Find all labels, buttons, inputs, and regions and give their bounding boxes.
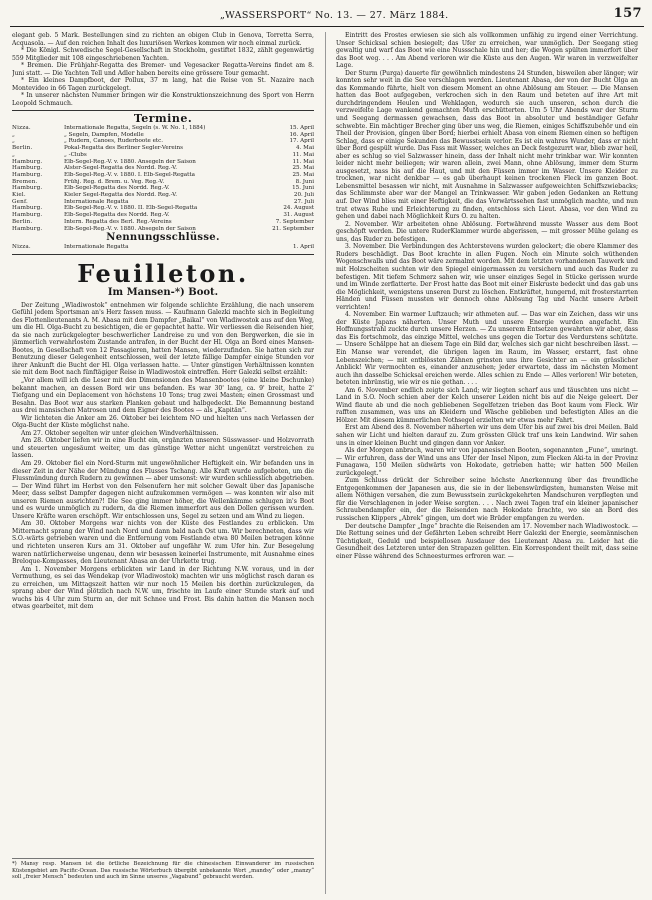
event-city: Kiel. xyxy=(12,192,26,199)
event-row xyxy=(12,179,314,186)
event-name: Internationale Regatta, Segeln (s. W. No. 1, 1884) xyxy=(64,125,206,132)
event-row xyxy=(12,219,314,226)
event-city: Hamburg. xyxy=(12,212,43,219)
event-date: 27. Juli xyxy=(293,198,314,205)
event-name: Internationale Regatta xyxy=(64,198,129,205)
event-name: Elb-Segel-Reg.-V. v. 1880. II. Elb-Segel-Regatta xyxy=(64,205,198,212)
event-city: Genf. xyxy=(12,198,29,205)
feuilleton-paragraph: Am 29. Oktober fiel ein Nord-Sturm mit ungewöhnlicher Heftigkeit ein. Wir befanden uns in dieser Zeit in der Nähe der Mündung des Flusses Tschang. Alle Kraft wurde aufgeboten, um die Flussmündung durch Rudern zu gewinnen — aber umsonst: wir wurden schliesslich abgetrieben. — Der Wind führt im Herbst von den Felsenufern her mit solcher Gewalt über das Japanische Meer, dass selbst Dampfer dagegen nicht aufzukommen vermögen — was konnten wir also mit unseren Riemen ausrichten?! Die See ging immer höher, die Wellenkämme schlugen in's Boot und es wurde unmöglich zu rudern, da die Riemen immerfort aus den Dollen gerissen wurden. Unsere Kräfte waren erschöpft. Wir entschlossen uns, Segel zu setzen und am Wind zu liegen. xyxy=(12,460,314,520)
column-divider xyxy=(325,32,326,894)
event-city: Hamburg. xyxy=(12,171,43,178)
news-item: elegant geb. 5 Mark. Bestellungen sind zu richten an obigen Club in Genova, Torretta Serra, Acquasola. — Auf den reichen Inhalt des luxuriösen Werkes kommen wir noch einmal zurück. xyxy=(12,32,314,47)
event-row xyxy=(12,192,314,199)
right-column xyxy=(336,32,638,894)
event-city: Hamburg. xyxy=(12,185,43,192)
event-row xyxy=(12,205,314,212)
event-name: Frühj. Reg. d. Brem. u. Veg. Reg.-V. xyxy=(64,178,165,185)
feuilleton-paragraph: Erst am Abend des 8. November näherten wir uns dem Ufer bis auf zwei bis drei Meilen. Bald sahen wir Licht und hielten darauf zu. Zum grössten Glück traf uns kein Landwind. Wir sahen uns in einer kleinen Bucht und gingen dann vor Anker. xyxy=(336,424,638,447)
termine-list xyxy=(12,125,314,232)
event-city: Bremen. xyxy=(12,178,38,185)
event-row xyxy=(12,185,314,192)
feuilleton-paragraph: Am 30. Oktober Morgens war nichts von der Küste des Festlandes zu erblicken. Um Mitternacht sprang der Wind nach Nord und dann bald nach Ost um. Wir berechneten, dass wir S.O.-wärts getrieben waren und die Entfernung vom Festlande etwa 80 Meilen betragen könne und richteten unseren Kurs am 31. Oktober auf ungefähr W. zum Ufer hin. Zur Besegelung waren natürlicherweise ungenau, denn wir besassen keinerlei Instrumente, mit Ausnahme eines Breloque-Kompasses, den Lieutenant Abasa an der Uhrkette trug. xyxy=(12,520,314,566)
event-date: 20. Juli xyxy=(293,192,314,199)
event-date: 1. April xyxy=(293,243,314,250)
event-city: Hamburg. xyxy=(12,165,43,172)
event-row xyxy=(12,125,314,132)
feuilleton-paragraph: „Vor allem will ich die Leser mit den Dimensionen des Mansenbootes (eine kleine Dschunke) bekannt machen, an dessen Bord wir uns befanden. Es war 30' lang, ca. 9' breit, hatte 2' Tiefgang und ein Deplacement von höchstens 10 Tons; trug zwei Masten; einen Grossmast und Besahn. Das Boot war aus starken Planken gebaut und halbgedeckt. Die Bemannung bestand aus drei mansischen Matrosen und dem Eigner des Bootes — als „Kapitän“. xyxy=(12,376,314,415)
event-date: 24. August xyxy=(283,205,314,212)
event-date: 8. Juni xyxy=(295,178,314,185)
event-city: Nizza. xyxy=(12,243,31,250)
event-date: 15. April xyxy=(289,125,314,132)
event-name: Elb-Segel-Reg.-V. v. 1880. I. Elb-Segel-Regatta xyxy=(64,171,195,178)
feuilleton-paragraph: Am 1. November Morgens erblickten wir Land in der Richtung N.W. voraus, und in der Vermuthung, es sei das Wendekap (vor Wladiwostok) machten wir uns möglichst rasch daran es zu erreichen, um Mittagszeit hatten wir nur noch 15 Meilen bis dorthin zurückzulegen, da sprang aber der Wind plötzlich nach N.W. um, frischte im Laufe einer Stunde stark auf und wuchs bis 4 Uhr zum Sturm an, der mit Schnee und Frost. Bis dahin hatten die Mansen noch etwas gearbeitet, mit dem xyxy=(12,565,314,611)
event-row xyxy=(12,212,314,219)
event-city: „ xyxy=(12,151,16,158)
event-name: Pokal-Regatta des Berliner Segler-Vereins xyxy=(64,145,183,152)
feuilleton-paragraph: Der Zeitung „Wladiwostok“ entnehmen wir folgende schlichte Erzählung, die nach unserem Gefühl jedem Sportsman an's Herz fassen muss. — Kaufmann Galezki machte sich in Begleitung des Flottenlieutenants A. M. Abasa mit dem Dampfer „Baikal“ von Wladiwostok aus auf den Weg, um die Hl. Olga-Bucht zu besichtigen, die er gepachtet hatte. Wir verliessen die Reisenden hier, da sie nach zurückgelegter beschwerlicher Landreise zu und von den Bergwerken, die sie in jämmerlich verwahrlostem Zustande antrafen, in der Bucht der Hl. Olga an Bord eines Mansen-Bootes, in Gesellschaft von 12 Passagieren, hatten Mansen, wiederzufinden. Sie hatten sich zur Benutzung dieser Gelegenheit entschlossen, weil der letzte fällige Dampfer einige Stunden vor ihrer Ankunft die Bucht der Hl. Olga verlassen hatte. — Unter günstigen Verhältnissen konnten sie mit dem Boot nach fünftägiger Reise in Wladiwostok eintreffen. Herr Galezki selbst erzählt: xyxy=(12,301,314,377)
news-item: * Die Königl. Schwedische Segel-Gesellschaft in Stockholm, gestiftet 1832, zählt gegenwärtig 559 Mitglieder mit 108 eingeschriebenen Yachten. xyxy=(12,47,314,62)
event-name: Internationale Regatta xyxy=(64,243,129,250)
feuilleton-text-left xyxy=(12,302,314,611)
event-city: Nizza. xyxy=(12,125,31,132)
event-name: „ Rudern, Canoes, Ruderboote etc. xyxy=(64,138,164,145)
feuilleton-paragraph: Am 6. November endlich zeigte sich Land; wir liegten scharf aus und täuschten uns nicht — Land in S.O. Noch schien aber der Kelch unserer Leiden nicht bis auf die Neige geleert. Der Wind flaute ab und die noch gebliebenen Segelfetzen trieben das Boot kaum vom Fleck. Wir rafften zusammen, was uns an Kleidern und Wäsche geblieben und befestigten Alles an die Hölzer. Mit diesem kümmerlichen Nothsegel erzielten wir etwas mehr Fahrt. xyxy=(336,386,638,424)
event-date: 11. Mai xyxy=(292,158,314,165)
event-city: Hamburg. xyxy=(12,205,43,212)
feuilleton-paragraph: Am 28. Oktober liefen wir in eine Bucht ein, ergänzten unseren Süsswasser- und Holzvorrath und steuerten ungesäumt weiter, um das günstige Wetter nicht ungenützt verstreichen zu lassen. xyxy=(12,437,314,460)
section-rule xyxy=(12,110,314,111)
event-row xyxy=(12,138,314,145)
footnote: *) Mansy resp. Mansen ist die örtliche Bezeichnung für die chinesischen Einwanderer im russischen Küstengebiet am Pacific-Ocean. Das russische Wörterbuch übergibt unbekannte Wort „mandsy“ oder „manzy“ soll „freier Mensch“ bedeuten und auch im Sinne unseres „Vagabund“ gebraucht werden. xyxy=(12,858,314,881)
feuilleton-paragraph: Am 27. Oktober segelten wir unter gleichen Windverhältnissen. xyxy=(21,429,219,437)
feuilleton-paragraph: Der Sturm (Purga) dauerte für gewöhnlich mindestens 24 Stunden, bisweilen aber länger; wir konnten sehr weit in die See verschlagen werden. Lieutenant Abasa, der von der Bucht Olga an das Kommando führte, hielt von diesem Moment an ohne Ablösung am Steuer. — Die Mansen hatten das Boot aufgegeben, verkrochen sich in den Raum und beteten auf ihre Art mit durchdringendem Heulen und Wehklagen, wodurch sie auch unseren, schon durch die verzweifelte Lage wankend gemachten Muth erschütterten. Um 5 Uhr Abends war der Sturm und Seegang dermassen gewachsen, dass das Boot in absoluter und beständiger Gefahr schwebte. Ein mächtiger Brecher ging über uns weg, die Riemen, einiges Schiffszubehör und ein Theil der Provision, gingen über Bord; hierbei erhielt Abasa von einem Riemen einen so heftigen Schlag, dass er einige Sekunden das Bewusstsein verlor. Es ist ein wahres Wunder, dass er nicht über Bord gespült wurde. Das Fass mit Wasser, welches an Deck festgezurrt war, blieb zwar heil, aber es schlug so viel Salzwasser hinein, dass der Inhalt nicht mehr trinkbar war. Wir konnten leider nicht mehr beiliegen; wir waren allein, zwei Mann, ohne Ablösung, immer dem Sturm ausgesetzt, nass bis auf die Haut, und mit den Füssen immer im Wasser. Unsere Kleider zu trocknen, war nicht denkbar — es gab überhaupt keinen trockenen Fleck im ganzen Boot. Lebensmittel besassen wir nicht, mit Ausnahme in Salzwasser aufgeweichten Schiffszwiebacks; das Schlimmste aber war der Mangel an Trinkwasser. Wir gaben jeden Gedanken an Rettung auf. Der Wind blies mit einer Heftigkeit, die das Vorwärtssehen fast unmöglich machte, und nun trat etwas Ruhe und Erleichterung zu finden, entschloss sich Lieut. Abasa, vor den Wind zu gehen und dabei nach Möglichkeit Kurs O. zu halten. xyxy=(336,69,638,221)
feuilleton-paragraph: Zum Schluss drückt der Schreiber seine höchste Anerkennung über das freundliche Entgegenkommen der Japanesen aus, die sie in der liebenswürdigsten, humansten Weise mit allem Nöthigen versahen, die zum Bewusstsein zurückgekehrten Mandschuren verpflegten und für die Verschlagenen in jeder Weise sorgten. . . . Nach zwei Tagen traf ein kleiner japanischer Schraubendampfer ein, der die Reisenden nach Hokodate brachte, wo sie an Bord des russischen Klippers „Abrek“ gingen, um dort wie Brüder empfangen zu werden. xyxy=(336,477,638,522)
event-city: „ xyxy=(12,131,16,138)
event-name: Elb-Segel-Regatta des Nordd. Reg.-V. xyxy=(64,185,170,192)
event-row xyxy=(12,165,314,172)
feuilleton-paragraph: Eintritt des Frostes erwiesen sie sich als vollkommen unfähig zu irgend einer Verrichtung. Unser Schicksal schien besiegelt; das Ufer zu erreichen, war unmöglich. Der Seegang stieg gewaltig und warf das Boot wie eine Nussschale hin und her; die Wogen spülten immerfort über das Boot weg. . . . Am Abend verloren wir die Küste aus den Augen. Wir waren in verzweifelter Lage. xyxy=(336,32,638,70)
event-name: „ -Clubs xyxy=(64,151,87,158)
event-city: Berlin. xyxy=(12,218,33,225)
event-row xyxy=(12,226,314,233)
event-row xyxy=(12,132,314,139)
event-date: 21. September xyxy=(272,225,314,232)
event-date: 11. Mai xyxy=(292,151,314,158)
news-item: * Bremen. Die Frühjahr-Regatta des Bremer- und Vegesacker Regatta-Vereins findet am 8. Juni statt. — Die Yachten Tell und Adler haben bereits eine grössere Tour gemacht. xyxy=(12,62,314,77)
feuilleton-paragraph: Der deutsche Dampfer „Inge“ brachte die Reisenden am 17. November nach Wladiwostock. — Die Rettung seines und der Gefährten Leben schreibt Herr Galezki der Energie, seemännischen Tüchtigkeit, Geduld und beispiellosen Ausdauer des Lieutenant Abasa zu. Leider hat die Gesundheit des Letzteren unter den Strapazen gelitten. Ein Korrespondent theilt mit, dass seine einer Füsse während des Schneesturmes erfroren war. — xyxy=(336,522,638,560)
feuilleton-paragraph: 4. November. Ein warmer Luftzauch; wir athmeten auf. — Das war ein Zeichen, dass wir uns der Küste Japans näherten. Unser Muth und unsere Energie wurden angefacht. Ein Hoffnungsstrahl zuckte durch unsere Herzen. — Zu unserem Entsetzen gewahrten wir aber, dass das Eis fortschmolz, das einzige Mittel, welches uns gegen die Tortur des Verdurstens schützte. — Unsere Schälppe hat an diesem Tage ein Bild dar, welches sich gar nicht beschreiben lässt. — Ein Manse war verendet, die übrigen lagen im Raum, im Wasser, erstarrt, fast ohne Lebenszeichen; — mit entblössten Zähnen grinsten uns ihre Gesichter an — ein grässlicher Anblick! Wir vermochten es, einander anzusehen; jeder erwartete, dass im nächsten Moment auch ihn dasselbe Schicksal ereichen werde. Alles schien zu Ende — Alles verloren! Wir beteten, beteten inbrünstig, wie wir es nie gethan. . . . xyxy=(336,311,638,387)
event-row xyxy=(12,145,314,152)
event-name: Elb-Segel-Reg.-V. v. 1880. Ansegeln der Saison xyxy=(64,158,196,165)
feuilleton-paragraph: Als der Morgen anbrach, waren wir von japanesischen Booten, sogenannten „Fune“, umringt. — Wir erfuhren, dass der Wind uns ans Ufer der Insel Nipon, zum Flecken Aki-ta in der Provinz Funagawa, 150 Meilen südwärts von Hokodate, getrieben hatte; wir hatten 500 Meilen zurückgelegt.“ xyxy=(336,447,638,477)
event-row xyxy=(12,244,314,251)
nennung-list xyxy=(12,244,314,251)
event-date: 17. April xyxy=(289,138,314,145)
event-name: Alster-Segel-Regatta des Nordd. Reg.-V. xyxy=(64,165,177,172)
event-city: Hamburg. xyxy=(12,225,43,232)
event-name: Intern. Regatta des Berl. Reg.-Vereins xyxy=(64,218,172,225)
event-city: Hamburg. xyxy=(12,158,43,165)
feuilleton-title: Feuilleton. xyxy=(77,258,249,288)
feuilleton-paragraph: Wir lichteten die Anker am 26. Oktober bei leichtem NO und hielten uns nach Verlassen der Olga-Bucht der Küste möglichst nahe. xyxy=(12,414,314,430)
event-name: „ Segeln, Dampfen, Modelle xyxy=(64,131,144,138)
event-city: Berlin. xyxy=(12,145,33,152)
event-name: Kieler Segel-Regatta des Nordd. Reg.-V. xyxy=(64,192,177,199)
event-row xyxy=(12,172,314,179)
left-column xyxy=(12,32,314,894)
page-header xyxy=(10,8,644,27)
publication-line: „WASSERSPORT“ No. 13. — 27. März 1884. xyxy=(220,10,449,21)
event-row xyxy=(12,199,314,206)
event-row xyxy=(12,152,314,159)
event-date: 31. August xyxy=(283,212,314,219)
news-item: * In unserer nächsten Nummer bringen wir die Konstruktionszeichnung des Sport von Herrn Leopold Schmauch. xyxy=(12,92,314,107)
termine-heading: Termine. xyxy=(133,112,193,126)
event-date: 25. Mai xyxy=(292,171,314,178)
feuilleton-paragraph: 3. November. Die Verbindungen des Achterstevens wurden gelockert; die obere Klammer des Ruders beschädigt. Das Boot krachte in allen Fugen. Noch ein Minute solch wüthenden Wogenschwalls und das Boot wäre zermalmt worden. Mit dem letzten vorhandenen Tauwerk und mit Holzscheiten suchten wir den Spiegel einigermassen zu versichern und auch das Ruder zu befestigen. Mit tiefem Schmerz sahen wir, wie unser einziges Segel in Stücke gerissen wurde und im Winde zerflatterte. Der Frost hatte das Boot mit einer Eiskruste bedeckt und das gab uns die Möglichkeit, wenigstens unseren Durst zu löschen. Entkräftet, hungernd, mit frosterstarrten Händen und Füssen mussten wir dennoch ohne Ablösung Tag und Nacht unsere Arbeit verrichten! xyxy=(336,243,638,311)
event-date: 7. September xyxy=(275,218,314,225)
feuilleton-subtitle: Im Mansen-*) Boot. xyxy=(107,286,219,298)
event-date: 25. Mai xyxy=(292,165,314,172)
nennung-heading: Nennungsschlüsse. xyxy=(106,232,220,244)
event-row xyxy=(12,159,314,166)
feuilleton-text-right xyxy=(336,32,638,560)
feuilleton-paragraph: 2. November. Wir arbeiteten ohne Ablösung. Fortwährend musste Wasser aus dem Boot geschöpft werden. Die untere RuderKlammer wurde abgerissen, — mit grosser Mühe gelang es uns, das Ruder zu befestigen. xyxy=(336,220,638,243)
section-rule xyxy=(12,254,314,255)
event-date: 15. Juni xyxy=(292,185,314,192)
event-date: 4. Mai xyxy=(296,145,314,152)
event-city: „ xyxy=(12,138,16,145)
event-name: Elb-Segel-Regatta des Nordd. Reg.-V. xyxy=(64,212,170,219)
news-item: * Ein kleines Dampfboot, der Pollux, 37 m lang, hat die Reise von St. Nazaire nach Montevideo in 66 Tagen zurückgelegt. xyxy=(12,77,314,92)
page-number: 157 xyxy=(613,6,642,21)
event-date: 16. April xyxy=(289,131,314,138)
event-name: Elb-Segel-Reg.-V. v. 1880. Absegeln der Saison xyxy=(64,225,196,232)
